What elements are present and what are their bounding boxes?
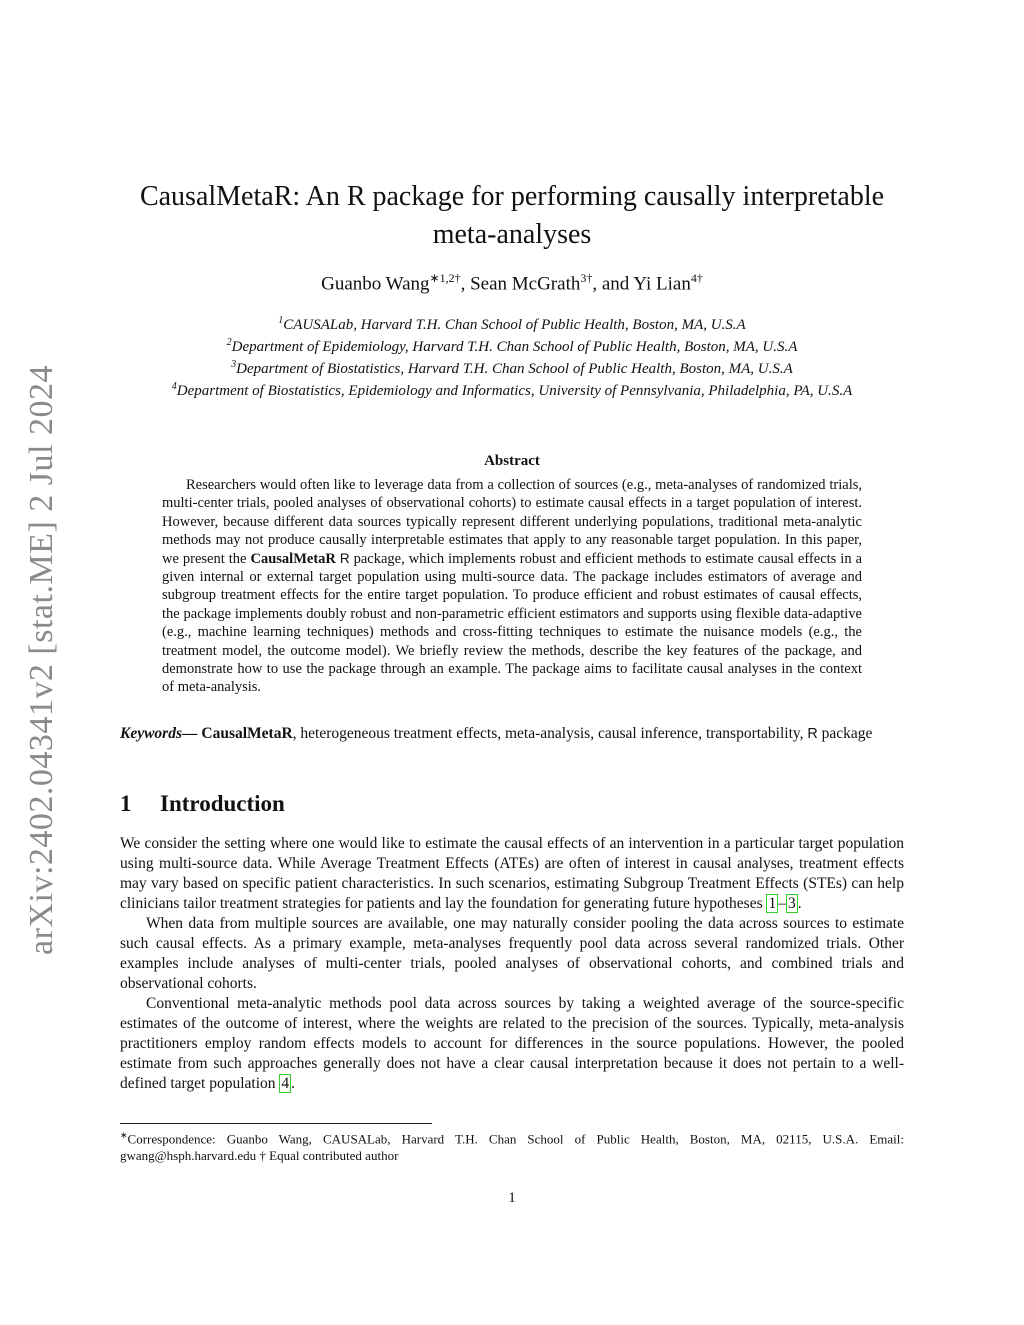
keywords-tail: package [817,725,873,742]
author-name: Guanbo Wang [321,273,430,295]
paper-title: CausalMetaR: An R package for performing causally interpretable meta-analyses [139,181,885,250]
citation-dash: – [778,895,786,912]
author-affiliation-mark: 4† [690,271,703,285]
footnote [120,1127,904,1164]
paragraph-text: When data from multiple sources are available, one may naturally consider pooling the data across sources to estimate such causal effects. As a primary example, meta-analyses frequently pool data across several randomized trials. Other examples include analyses of multi-center trials, pooled analyses of observational cohorts, and combined trials and observational cohorts. [120,915,904,992]
citation-link[interactable]: 1 [768,895,777,912]
paragraph-end: . [797,895,802,912]
r-language-label: R [339,550,350,566]
paragraph [120,994,904,1094]
section-heading [120,791,904,817]
package-name: CausalMetaR [250,550,336,567]
affiliation-text: Department of Biostatistics, Harvard T.H. Chan School of Public Health, Boston, MA, U.S.A [236,361,793,377]
affiliation-list [110,312,914,400]
affiliation-item [110,378,914,400]
abstract-text-part: package, which implements robust and efficient methods to estimate causal effects in a given internal or external target population using multi-source data. The package includes estimators of average and subgroup treatment effects for the entire target population. To produce efficient and robust estimates of causal effects, the package implements doubly robust and non-parametric efficient estimators and supports using flexible data-adaptive (e.g., machine learning techniques) methods and cross-fitting techniques to estimate the nuisance models (e.g., the treatment model, the outcome model). We briefly review the methods, describe the key features of the package, and demonstrate how to use the package through an example. The package aims to facilitate causal analyses in the context of meta-analysis. [162,550,863,696]
footnote-rule [120,1123,432,1124]
author-separator: , [460,273,471,295]
keywords-label: Keywords— [120,725,198,742]
arxiv-sidebar [12,365,72,955]
abstract-text-part: Researchers would often like to leverage data from a collection of sources (e.g., meta-analyses of randomized trials, multi-center trials, pooled analyses of observational cohorts) to estimate causal effects in a target population of interest. However, because different data sources typically represent different underlying populations, traditional meta-analytic methods may not produce causally interpretable estimates that apply to any reasonable target population. In this paper, we present the [162,477,862,567]
keywords-text: , heterogeneous treatment effects, meta-analysis, causal inference, transportability, [292,725,808,742]
footnote-mark: ∗ [120,1130,128,1140]
affiliation-item [110,312,914,334]
citation-link[interactable]: 4 [281,1075,290,1092]
footnote-text: Correspondence: Guanbo Wang, CAUSALab, Harvard T.H. Chan School of Public Health, Boston, MA, 02115, U.S.A. Email: gwang@hsph.harvard.edu † Equal contributed author [120,1131,904,1163]
arxiv-identifier[interactable]: arXiv:2402.04341v2 [stat.ME] 2 Jul 2024 [23,365,60,955]
author-list [120,271,904,295]
paragraph-text: Conventional meta-analytic methods pool data across sources by taking a weighted average of the source-specific estimates of the outcome of interest, where the weights are related to the precision of the sources. Typically, meta-analysis practitioners employ random effects models to account for differences in the source populations. However, the pooled estimate from such approaches generally does not have a clear causal interpretation because it does not pertain to a well-defined target population [120,995,904,1092]
affiliation-item [110,356,914,378]
affiliation-text: Department of Epidemiology, Harvard T.H. Chan School of Public Health, Boston, MA, U.S.A [231,339,798,355]
affiliation-item [110,334,914,356]
author-affiliation-mark: 3† [580,271,593,285]
author-name: Sean McGrath [470,273,581,295]
abstract-text [162,476,862,697]
page-number: 1 [508,1190,516,1206]
section-title: Introduction [160,791,285,816]
affiliation-text: Department of Biostatistics, Epidemiology and Informatics, University of Pennsylvania, Philadelphia, PA, U.S.A [176,383,853,399]
author-separator: , and [592,273,634,295]
affiliation-number: 1 [278,315,284,326]
author-name: Yi Lian [633,273,691,295]
abstract-heading: Abstract [484,453,540,469]
affiliation-number: 3 [231,359,237,370]
paragraph [120,834,904,914]
paragraph-text: We consider the setting where one would like to estimate the causal effects of an intervention in a particular target population using multi-source data. While Average Treatment Effects (ATEs) are often of interest in causal analyses, treatment effects may vary based on specific patient characteristics. In such scenarios, estimating Subgroup Treatment Effects (STEs) can help clinicians tailor treatment strategies for patients and lay the foundation for generating future hypotheses [120,835,904,912]
paragraph [120,914,904,994]
affiliation-text: CAUSALab, Harvard T.H. Chan School of Public Health, Boston, MA, U.S.A [283,317,746,333]
citation-link[interactable]: 3 [787,895,796,912]
paragraph-end: . [291,1075,296,1092]
package-name: CausalMetaR [201,725,293,742]
section-number: 1 [120,791,132,816]
section-body [120,834,904,1094]
affiliation-number: 2 [226,337,232,348]
r-language-label: R [807,726,818,742]
affiliation-number: 4 [171,381,177,392]
keywords [120,724,904,744]
author-affiliation-mark: ∗1,2† [429,271,461,285]
